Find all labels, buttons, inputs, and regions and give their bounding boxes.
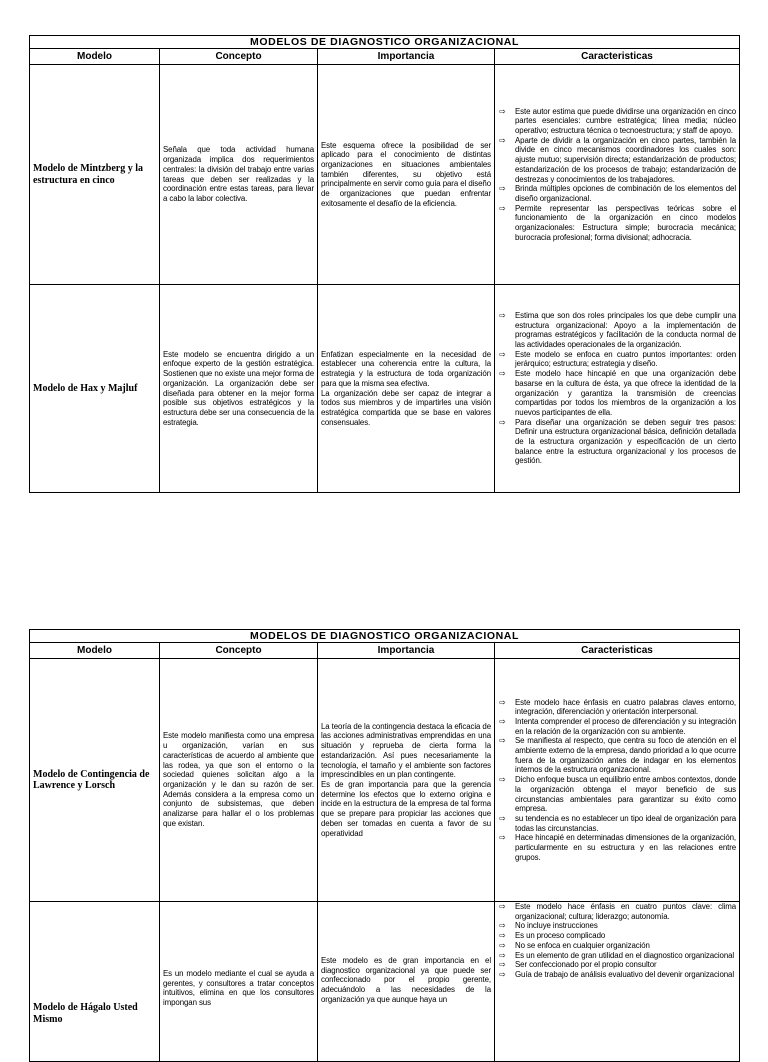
list-item: ⇨ Brinda múltiples opciones de combinación de los elementos del diseño organizacional. <box>499 184 737 203</box>
model-name: Modelo de Hágalo Usted Mismo <box>30 902 160 1062</box>
list-item: ⇨ Este modelo hace énfasis en cuatro palabras claves entorno, integración, diferenciación y orientación interpersonal. <box>499 697 737 717</box>
header-modelo: Modelo <box>30 643 160 659</box>
header-modelo: Modelo <box>30 49 160 65</box>
arrow-bullet-icon: ⇨ <box>499 203 506 213</box>
list-item: ⇨ Este modelo hace hincapié en que una organización debe basarse en la cultura de ésta, ya que ofrece la identidad de la organización y garantiza la transmisión de creencias compartidas por todos los miembros de la organización a los nuevos participantes de ella. <box>499 369 737 417</box>
diagnostic-models-table-1 <box>29 35 740 493</box>
list-item: ⇨ Dicho enfoque busca un equilibrio entre ambos contextos, donde la organización obtenga el mayor beneficio de sus circunstancias ambientales para garantizar su éxito como empresa. <box>499 775 737 814</box>
arrow-bullet-icon: ⇨ <box>499 813 506 823</box>
arrow-bullet-icon: ⇨ <box>499 969 506 979</box>
model-name: Modelo de Contingencia de Lawrence y Lorsch <box>30 659 160 902</box>
arrow-bullet-icon: ⇨ <box>499 417 506 427</box>
characteristics-list <box>498 902 736 980</box>
concept-text: Este modelo manifiesta como una empresa u organización, varían en sus características de acuerdo al ambiente que las rodea, ya que son el entorno o la sociedad quienes solicitan algo a la organización y le dan su razón de ser. Además considera a la empresa como un conjunto de subsistemas, que deben analizarse para hallar el o los problemas que existan. <box>160 659 318 902</box>
arrow-bullet-icon: ⇨ <box>499 697 506 707</box>
concept-text: Es un modelo mediante el cual se ayuda a gerentes, y consultores a tratar conceptos intuitivos, elimina en que los consultores impongan sus <box>160 902 318 1062</box>
list-item: ⇨ Es un elemento de gran utilidad en el diagnostico organizacional <box>499 950 735 960</box>
list-item: ⇨ Permite representar las perspectivas teóricas sobre el funcionamiento de la organización en cinco modelos organizacionales: Estructura simple; burocracia mecánica; burocracia profesional; forma divisional; adhocracia. <box>499 203 737 242</box>
arrow-bullet-icon: ⇨ <box>499 921 506 931</box>
header-importancia: Importancia <box>318 49 495 65</box>
list-item: ⇨ Para diseñar una organización se deben seguir tres pasos: Definir una estructura organizacional básica, definición detallada de la estructura organización y especificación de un cierto balance entre la estructura organizacional y los procesos de gestión. <box>499 417 737 466</box>
header-concepto: Concepto <box>160 49 318 65</box>
importance-text: La organización debe ser capaz de integrar a todos sus miembros y de impartirles una visión estratégica compartida que se base en valores consensuales. <box>321 388 491 427</box>
importance-text: La teoría de la contingencia destaca la eficacia de las acciones administrativas emprendidas en una situación y reprueba de cierta forma la estandarización. Así pues necesariamente la tecnología, el tamaño y el ambiente son factores imprescindibles en un plan contingente. <box>321 721 491 780</box>
model-name: Modelo de Hax y Majluf <box>30 285 160 493</box>
list-item: ⇨ No se enfoca en cualquier organización <box>499 940 650 950</box>
list-item: ⇨ Estima que son dos roles principales los que debe cumplir una estructura organizacional: Apoyo a la implementación de programas estratégicos y facilitación de la conducta normal de las actividades operacionales de la organización. <box>499 310 737 349</box>
header-importancia: Importancia <box>318 643 495 659</box>
characteristics-cell <box>495 285 740 493</box>
header-concepto: Concepto <box>160 643 318 659</box>
importance-cell <box>318 659 495 902</box>
concept-text: Este modelo se encuentra dirigido a un enfoque experto de la gestión estratégica. Sostienen que no existe una mejor forma de organización. La organización debe ser diseñada para obtener en la mejor forma posible sus objetivos estratégicos y la estructura debe ser una consecuencia de la estrategia. <box>160 285 318 493</box>
arrow-bullet-icon: ⇨ <box>499 135 506 145</box>
list-item: ⇨ Es un proceso complicado <box>499 931 606 941</box>
diagnostic-models-table-2 <box>29 629 740 1062</box>
characteristics-list <box>498 698 736 863</box>
characteristics-cell <box>495 902 740 1062</box>
importance-cell <box>318 285 495 493</box>
header-caracteristicas: Caracteristicas <box>495 49 740 65</box>
characteristics-list <box>498 311 736 466</box>
arrow-bullet-icon: ⇨ <box>499 310 506 320</box>
arrow-bullet-icon: ⇨ <box>499 106 506 116</box>
list-item: ⇨ Este modelo hace énfasis en cuatro puntos clave: clima organizacional; cultura; liderazgo; autonomía. <box>499 902 737 921</box>
table-title: MODELOS DE DIAGNOSTICO ORGANIZACIONAL <box>30 36 740 49</box>
importance-text: Enfatizan especialmente en la necesidad de establecer una coherencia entre la cultura, la estrategia y la estructura de toda organización para que la misma sea efectiva. <box>321 349 491 388</box>
list-item: ⇨ Aparte de dividir a la organización en cinco partes, también la divide en cinco mecanismos coordinadores los cuales son: ajuste mutuo; supervisión directa; estandarización de productos; estandarización de los procesos de trabajo; estandarización de destrezas y conocimientos de los trabajadores. <box>499 135 737 184</box>
table-row <box>30 902 740 1062</box>
list-item: ⇨ Se manifiesta al respecto, que centra su foco de atención en el ambiente externo de la empresa, dando prioridad a lo que ocurre fuera de la organización antes de indagar en los elementos internos de la estructura organizacional. <box>499 736 737 775</box>
characteristics-cell <box>495 65 740 285</box>
list-item: ⇨ Este modelo se enfoca en cuatro puntos importantes: orden jerárquico; estructura; estrategia y diseño. <box>499 349 737 369</box>
arrow-bullet-icon: ⇨ <box>499 902 506 911</box>
list-item: ⇨ Guía de trabajo de análisis evaluativo del devenir organizacional <box>499 969 734 979</box>
importance-text: Es de gran importancia para que la gerencia determine los efectos que lo externo origina e incide en la estructura de la empresa de tal forma que se prepare para propiciar las acciones que deben ser tomadas en cuenta a favor de su operatividad <box>321 780 491 838</box>
table-title: MODELOS DE DIAGNOSTICO ORGANIZACIONAL <box>30 630 740 643</box>
characteristics-list <box>498 107 736 243</box>
arrow-bullet-icon: ⇨ <box>499 950 506 960</box>
list-item: ⇨ Intenta comprender el proceso de diferenciación y su integración en la relación de la organización con su ambiente. <box>499 716 737 736</box>
list-item: ⇨ No incluye instrucciones <box>499 921 598 931</box>
list-item: ⇨ Ser confeccionado por el propio consultor <box>499 960 657 970</box>
list-item: ⇨ su tendencia es no establecer un tipo ideal de organización para todas las circunstancias. <box>499 813 737 833</box>
arrow-bullet-icon: ⇨ <box>499 736 506 746</box>
model-name: Modelo de Mintzberg y la estructura en cinco <box>30 65 160 285</box>
table-row <box>30 659 740 902</box>
arrow-bullet-icon: ⇨ <box>499 369 506 379</box>
importance-text: Este esquema ofrece la posibilidad de ser aplicado para el conocimiento de distintas organizaciones en situaciones ambientales también diferentes, su objetivo está principalmente en servir como guía para el diseño de organizaciones que puedan enfrentar exitosamente el desafío de la eficiencia. <box>318 65 495 285</box>
arrow-bullet-icon: ⇨ <box>499 940 506 950</box>
characteristics-cell <box>495 659 740 902</box>
importance-text: Este modelo es de gran importancia en el diagnostico organizacional ya que puede ser confeccionado por el propio gerente, adecuándolo a las necesidades de la organización ya que aunque haya un <box>318 902 495 1062</box>
arrow-bullet-icon: ⇨ <box>499 775 506 785</box>
arrow-bullet-icon: ⇨ <box>499 716 506 726</box>
table-row <box>30 285 740 493</box>
arrow-bullet-icon: ⇨ <box>499 184 506 194</box>
concept-text: Señala que toda actividad humana organizada implica dos requerimientos centrales: la división del trabajo entre varias tareas que deben ser realizadas y la coordinación entre estas tareas, para llevar a cabo la labor colectiva. <box>160 65 318 285</box>
list-item: ⇨ Hace hincapié en determinadas dimensiones de la organización, particularmente en su estructura y en las relaciones entre grupos. <box>499 833 737 862</box>
arrow-bullet-icon: ⇨ <box>499 349 506 359</box>
header-caracteristicas: Caracteristicas <box>495 643 740 659</box>
arrow-bullet-icon: ⇨ <box>499 960 506 970</box>
arrow-bullet-icon: ⇨ <box>499 833 506 843</box>
arrow-bullet-icon: ⇨ <box>499 931 506 941</box>
list-item: ⇨ Este autor estima que puede dividirse una organización en cinco partes esenciales: cumbre estratégica; línea media; núcleo operativo; estructura técnica o tecnoestructura; y staff de apoyo. <box>499 106 737 135</box>
table-row <box>30 65 740 285</box>
